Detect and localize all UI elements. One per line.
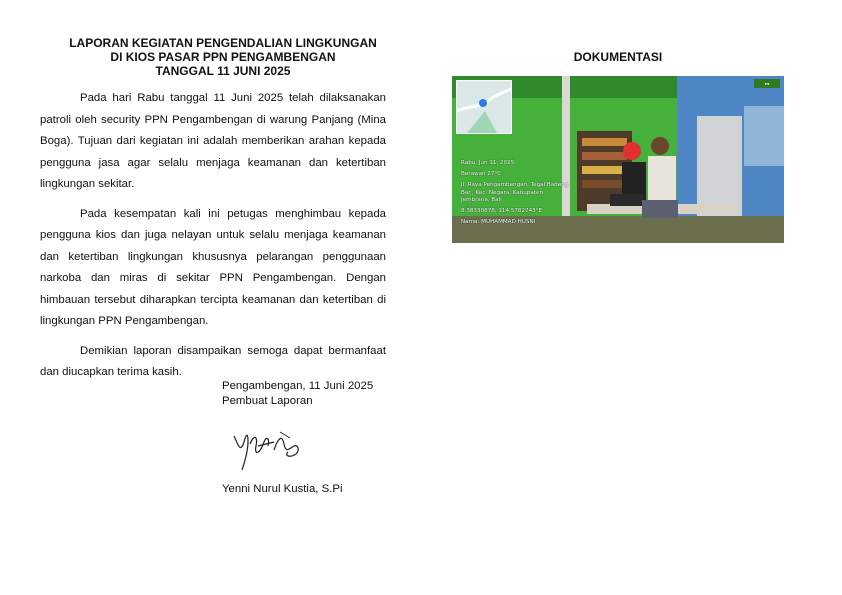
paragraph-3: Demikian laporan disampaikan semoga dapat bermanfaat dan diucapkan terima kasih. [40,344,386,378]
report-body [40,88,386,392]
paragraph-1: Pada hari Rabu tanggal 11 Juni 2025 telah dilaksanakan patroli oleh security PPN Pengambengan di warung Panjang (Mina Boga). Tujuan dari kegiatan ini adalah memberikan arahan kepada pengguna jasa agar selalu menjaga keamanan dan ketertiban lingkungan sekitar. [40,92,386,190]
signer-name: Yenni Nurul Kustia, S.Pi [222,483,343,495]
signature-block [222,379,373,409]
location-map [456,80,512,134]
title-line-1: LAPORAN KEGIATAN PENGENDALIAN LINGKUNGAN [69,36,377,50]
overlay-address: Jl. Raya Pengambengan, Tegal Badeng Bar., Kec. Negara, Kabupaten Jembrana, Bali [461,182,569,203]
overlay-name: Nama: MUHAMMAD HUSNI [461,219,536,226]
camera-app-badge: ●● [754,79,780,88]
overlay-weather: Berawan 27°C [461,171,502,178]
report-title [40,36,406,78]
map-pin-icon [479,99,487,107]
documentation-photo [452,76,784,243]
handwritten-signature [230,424,310,472]
overlay-coordinates: 8.38330878, 114.5782743°E [461,208,543,215]
place-date: Pengambengan, 11 Juni 2025 [222,380,374,392]
overlay-date: Rabu, Jun 11, 2025 [461,160,515,166]
paragraph-2: Pada kesempatan kali ini petugas menghimbau kepada pengguna kios dan juga nelayan untuk selalu menjaga keamanan dan ketertiban lingkungan khususnya pelarangan penggunaan narkoba dan miras di sekitar PPN Pengambengan. Dengan himbauan tersebut diharapkan tercipta keamanan dan ketertiban di lingkungan PPN Pengambengan. [40,207,386,327]
signer-role: Pembuat Laporan [222,395,313,407]
title-line-3: TANGGAL 11 JUNI 2025 [155,64,291,78]
photo-overlay [461,160,569,226]
title-line-2: DI KIOS PASAR PPN PENGAMBENGAN [110,50,336,64]
documentation-heading: DOKUMENTASI [573,50,663,64]
